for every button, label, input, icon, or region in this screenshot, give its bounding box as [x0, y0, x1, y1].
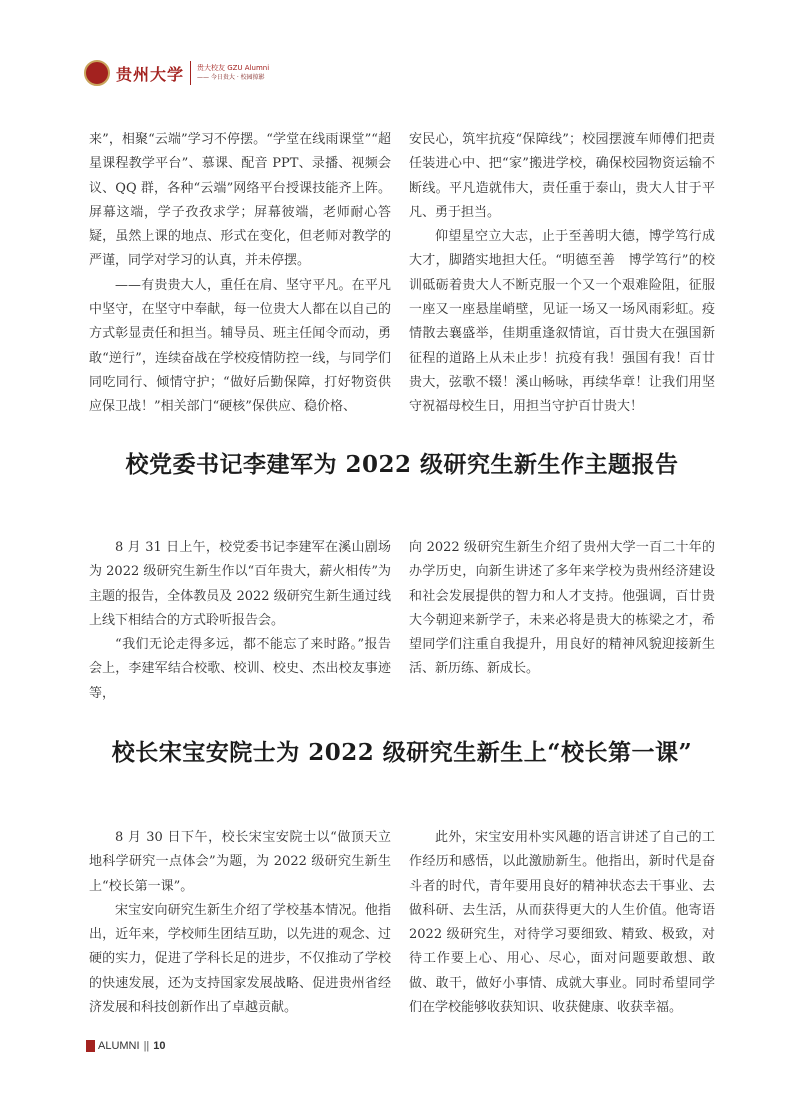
paragraph: 来”，相聚“云端”学习不停摆。“学堂在线雨课堂”“超星课程教学平台”、慕课、配音 PPT、录播、视频会议、QQ 群，各种“云端”网络平台授课技能齐上阵。屏幕这端，学子孜孜求学；屏幕彼端，老师耐心答疑，虽然上课的地点、形式在变化，但老师对教学的严谨，同学对学习的认真，并未停摆。	[89, 132, 391, 269]
article2-title: 校长宋宝安院士为 2022 级研究生新生上“校长第一课”	[111, 739, 693, 766]
paragraph: ——有贵贵大人，重任在肩、坚守平凡。在平凡中坚守，在坚守中奉献，每一位贵大人都在以自己的方式彰显责任和担当。辅导员、班主任闻令而动，勇敢“逆行”，连续奋战在学校疫情防控一线，与同学们同吃同行、倾情守护；“做好后勤保障，打好物资供应保卫战！”相关部门“硬核”保供应、稳价格、	[89, 277, 391, 415]
page-footer	[86, 1040, 166, 1052]
paragraph: “我们无论走得多远，都不能忘了来时路。”报告会上，李建军结合校歌、校训、校史、杰出校友事迹等，	[89, 637, 391, 701]
paragraph: 8 月 31 日上午，校党委书记李建军在溪山剧场为 2022 级研究生新生作以“百年贵大，薪火相传”为主题的报告，全体教员及 2022 级研究生新生通过线上线下相结合的方式聆听报告会。	[89, 540, 391, 628]
section1-left-column	[89, 128, 391, 420]
logo-sub-bottom: —— 今日贵大 · 校园掠影	[197, 74, 265, 81]
logo-sub	[197, 63, 269, 83]
footer-label: ALUMNI	[98, 1040, 140, 1052]
article2-left-column	[89, 826, 391, 1020]
logo-text: 贵州大学	[116, 64, 185, 84]
paragraph: 向 2022 级研究生新生介绍了贵州大学一百二十年的办学历史，向新生讲述了多年来学校为贵州经济建设和社会发展提供的智力和人才支持。他强调，百廿贵大今朝迎来新学子，未来必将是贵大的栋梁之才，希望同学们注重自我提升，用良好的精神风貌迎接新生活、新历练、新成长。	[409, 540, 715, 677]
paragraph: 安民心，筑牢抗疫“保障线”；校园摆渡车师傅们把责任装进心中、把“家”搬进学校，确保校园物资运输不断线。平凡造就伟大，责任重于泰山，贵大人甘于平凡、勇于担当。	[409, 132, 715, 220]
page-number: 10	[153, 1040, 166, 1052]
article1-left-column	[89, 536, 391, 706]
paragraph: 此外，宋宝安用朴实风趣的语言讲述了自己的工作经历和感悟，以此激励新生。他指出，新时代是奋斗者的时代，青年要用良好的精神状态去干事业、去做科研、去生活，从而获得更大的人生价值。他寄语 2022 级研究生，对待学习要细致、精致、极致，对待工作要上心、用心、尽心，面对问题要敢想、敢做、敢干，做好小事情、成就大事业。同时希望同学们在学校能够收获知识、收获健康、收获幸福。	[409, 830, 715, 1016]
article1-right-column	[409, 536, 715, 682]
paragraph: 仰望星空立大志，止于至善明大德，博学笃行成大才，脚踏实地担大任。“明德至善 博学笃行”的校训砥砺着贵大人不断克服一个又一个艰难险阻，征服一座又一座悬崖峭壁，见证一场又一场风雨彩虹。疫情散去襄盛举，佳期重逢叙情谊，百廿贵大在强国新征程的道路上从未止步！抗疫有我！强国有我！百廿贵大，弦歌不辍！溪山畅咏，再续华章！让我们用坚守祝福母校生日，用担当守护百廿贵大！	[409, 229, 715, 415]
header-logo	[84, 58, 269, 88]
section1-right-column	[409, 128, 715, 420]
footer-bar-icon	[86, 1040, 95, 1052]
logo-sub-top: 贵大校友 GZU Alumni	[197, 64, 270, 72]
footer-separator: ||	[143, 1040, 150, 1052]
article2-right-column	[409, 826, 715, 1020]
paragraph: 8 月 30 日下午，校长宋宝安院士以“做顶天立地科学研究一点体会”为题，为 2022 级研究生新生上“校长第一课”。	[89, 830, 391, 894]
university-seal-icon	[84, 60, 110, 86]
article1-title: 校党委书记李建军为 2022 级研究生新生作主题报告	[125, 451, 679, 478]
logo-divider	[190, 61, 191, 85]
paragraph: 宋宝安向研究生新生介绍了学校基本情况。他指出，近年来，学校师生团结互助，以先进的观念、过硬的实力，促进了学科长足的进步，不仅推动了学校的快速发展，还为支持国家发展战略、促进贵州省经济发展和科技创新作出了卓越贡献。	[89, 902, 391, 1016]
